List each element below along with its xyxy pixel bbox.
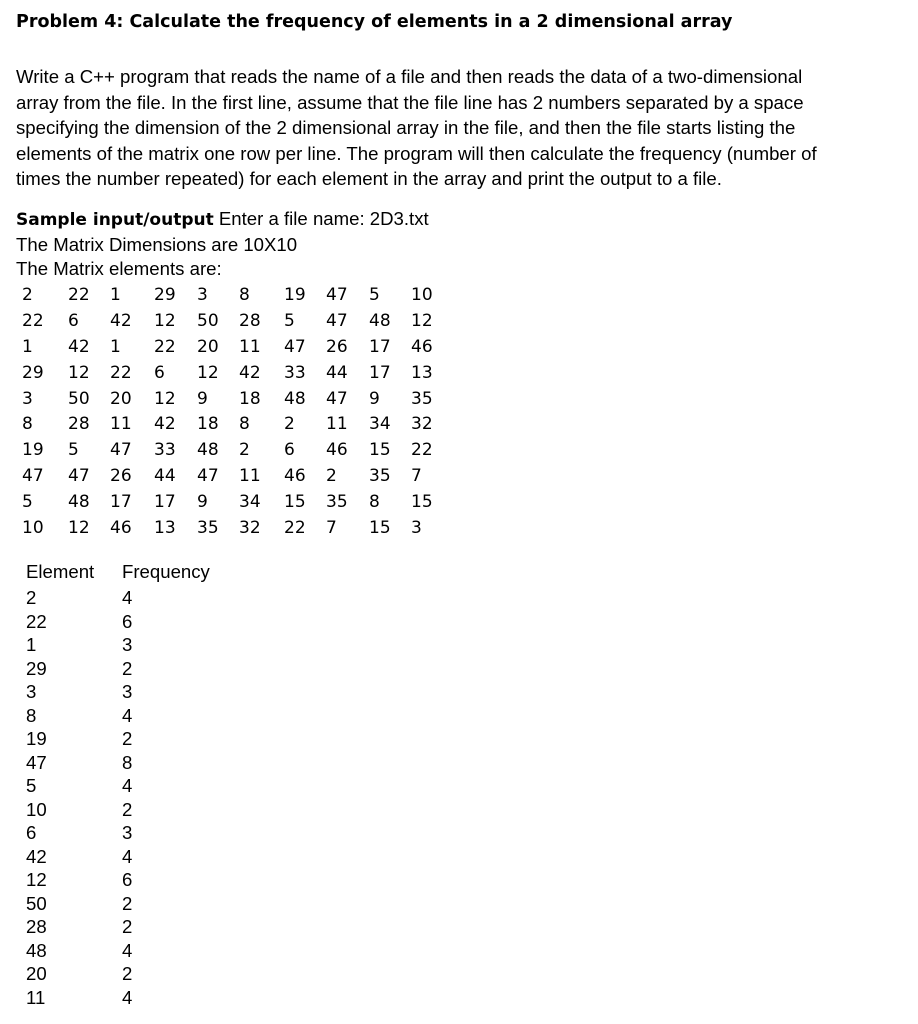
frequency-row: [26, 657, 226, 681]
sample-first-line: [16, 207, 429, 233]
matrix-row: [22, 283, 452, 309]
matrix-cell: 7: [326, 518, 337, 539]
matrix-cell: 2: [284, 414, 295, 435]
matrix-cell: 26: [326, 336, 348, 357]
matrix-cell: 2: [326, 466, 337, 487]
element-value: 11: [26, 986, 46, 1008]
matrix-cell: 17: [369, 336, 391, 357]
matrix-cell: 12: [68, 362, 90, 383]
matrix-cell: 6: [154, 362, 165, 383]
matrix-cell: 48: [197, 440, 219, 461]
frequency-row: [26, 962, 226, 986]
matrix-cell: 47: [284, 336, 306, 357]
matrix-cell: 18: [239, 388, 261, 409]
frequency-table: [26, 586, 226, 1009]
frequency-value: 4: [122, 939, 133, 961]
matrix-cell: 50: [197, 310, 219, 331]
matrix-cell: 42: [154, 414, 176, 435]
matrix-cell: 5: [22, 492, 33, 513]
matrix-cell: 5: [369, 285, 380, 305]
matrix-cell: 9: [197, 492, 208, 513]
matrix-cell: 9: [197, 388, 208, 409]
matrix-cell: 32: [239, 518, 261, 539]
element-value: 29: [26, 657, 47, 679]
frequency-row: [26, 610, 226, 634]
sample-prompt: Enter a file name: 2D3.txt: [218, 208, 429, 229]
matrix-cell: 47: [197, 466, 219, 487]
matrix-cell: 20: [197, 336, 219, 357]
matrix-cell: 12: [154, 388, 176, 409]
element-value: 10: [26, 798, 47, 820]
dimensions-line: The Matrix Dimensions are 10X10: [16, 233, 298, 255]
matrix-cell: 22: [110, 362, 132, 383]
matrix-cell: 42: [68, 336, 90, 357]
element-value: 2: [26, 587, 37, 608]
matrix-cell: 48: [284, 388, 306, 409]
matrix-cell: 15: [369, 518, 391, 539]
matrix-cell: 19: [284, 285, 306, 305]
matrix-cell: 35: [369, 466, 391, 487]
matrix-cell: 15: [369, 440, 391, 461]
frequency-row: [26, 751, 226, 775]
element-value: 19: [26, 728, 47, 749]
matrix-cell: 8: [369, 492, 380, 513]
matrix-cell: 9: [369, 388, 380, 409]
description-line: specifying the dimension of the 2 dimensional array in the file, and then the file starts listing the: [16, 117, 796, 138]
matrix-cell: 35: [326, 492, 348, 513]
matrix-cell: 35: [411, 388, 433, 409]
matrix-cell: 22: [411, 440, 433, 461]
matrix-cell: 19: [22, 440, 44, 461]
frequency-row: [26, 586, 226, 610]
matrix-cell: 12: [154, 310, 176, 331]
element-value: 5: [26, 775, 37, 796]
matrix-cell: 44: [326, 362, 348, 383]
matrix-grid: [22, 283, 452, 542]
frequency-value: 2: [122, 728, 133, 749]
problem-title: Problem 4: Calculate the frequency of elements in a 2 dimensional array: [16, 12, 733, 32]
matrix-cell: 47: [326, 310, 348, 331]
matrix-row: [22, 387, 452, 413]
description-line: times the number repeated) for each element in the array and print the output to a file.: [16, 168, 722, 189]
matrix-cell: 15: [284, 492, 306, 513]
frequency-row: [26, 633, 226, 657]
frequency-value: 2: [122, 963, 133, 984]
frequency-value: 2: [122, 892, 133, 914]
element-value: 42: [26, 845, 47, 867]
matrix-cell: 3: [197, 285, 208, 305]
matrix-cell: 3: [411, 518, 422, 539]
matrix-row: [22, 361, 452, 387]
matrix-cell: 26: [110, 466, 132, 487]
matrix-cell: 12: [197, 362, 219, 383]
element-value: 1: [26, 634, 37, 655]
element-value: 6: [26, 822, 37, 843]
problem-description: [16, 64, 896, 192]
frequency-value: 4: [122, 704, 133, 726]
matrix-cell: 7: [411, 466, 422, 487]
frequency-value: 3: [122, 634, 133, 655]
matrix-cell: 8: [239, 285, 250, 305]
matrix-cell: 2: [239, 440, 250, 461]
element-column-header: Element: [26, 561, 95, 582]
frequency-value: 6: [122, 869, 133, 890]
matrix-cell: 6: [68, 310, 79, 331]
matrix-cell: 6: [284, 440, 295, 461]
matrix-cell: 47: [326, 388, 348, 409]
matrix-cell: 32: [411, 414, 433, 435]
element-value: 28: [26, 916, 47, 937]
frequency-value: 2: [122, 916, 133, 937]
matrix-cell: 10: [22, 518, 44, 539]
frequency-row: [26, 892, 226, 916]
element-value: 22: [26, 610, 47, 632]
matrix-cell: 12: [68, 518, 90, 539]
matrix-cell: 17: [369, 362, 391, 383]
matrix-cell: 8: [239, 414, 250, 435]
frequency-row: [26, 798, 226, 822]
frequency-header: [26, 561, 210, 583]
matrix-cell: 28: [239, 310, 261, 331]
matrix-cell: 50: [68, 388, 90, 409]
matrix-cell: 20: [110, 388, 132, 409]
element-value: 50: [26, 892, 47, 914]
matrix-cell: 48: [369, 310, 391, 331]
matrix-cell: 1: [22, 336, 33, 357]
frequency-row: [26, 774, 226, 798]
matrix-cell: 8: [22, 414, 33, 435]
element-value: 8: [26, 704, 37, 726]
matrix-cell: 42: [239, 362, 261, 383]
matrix-row: [22, 309, 452, 335]
elements-line: The Matrix elements are:: [16, 258, 222, 279]
frequency-row: [26, 986, 226, 1010]
matrix-cell: 47: [68, 466, 90, 487]
element-value: 48: [26, 939, 47, 961]
frequency-value: 4: [122, 845, 133, 867]
matrix-row: [22, 412, 452, 438]
frequency-row: [26, 845, 226, 869]
matrix-cell: 46: [326, 440, 348, 461]
matrix-row: [22, 516, 452, 542]
frequency-row: [26, 704, 226, 728]
matrix-cell: 22: [154, 336, 176, 357]
matrix-cell: 48: [68, 492, 90, 513]
frequency-value: 8: [122, 751, 133, 773]
matrix-cell: 11: [326, 414, 348, 435]
matrix-cell: 47: [22, 466, 44, 487]
matrix-cell: 3: [22, 388, 33, 409]
matrix-cell: 11: [239, 466, 261, 487]
frequency-row: [26, 821, 226, 845]
matrix-cell: 10: [411, 285, 433, 305]
matrix-cell: 29: [154, 285, 176, 305]
matrix-row: [22, 335, 452, 361]
matrix-cell: 33: [154, 440, 176, 461]
frequency-value: 4: [122, 986, 133, 1008]
matrix-cell: 46: [110, 518, 132, 539]
element-value: 20: [26, 963, 47, 984]
frequency-row: [26, 939, 226, 963]
matrix-cell: 15: [411, 492, 433, 513]
matrix-cell: 35: [197, 518, 219, 539]
description-line: array from the file. In the first line, assume that the file line has 2 numbers separated by a space: [16, 91, 804, 113]
description-line: Write a C++ program that reads the name of a file and then reads the data of a two-dimensional: [16, 66, 803, 87]
matrix-cell: 29: [22, 362, 44, 383]
frequency-column-header: Frequency: [122, 561, 210, 582]
frequency-row: [26, 915, 226, 939]
frequency-value: 6: [122, 610, 133, 632]
frequency-row: [26, 680, 226, 704]
matrix-cell: 11: [110, 414, 132, 435]
matrix-cell: 34: [369, 414, 391, 435]
frequency-value: 4: [122, 775, 133, 796]
sample-label: Sample input/output: [16, 210, 214, 230]
frequency-row: [26, 727, 226, 751]
matrix-cell: 17: [110, 492, 132, 513]
frequency-row: [26, 868, 226, 892]
matrix-row: [22, 490, 452, 516]
matrix-cell: 22: [68, 285, 90, 305]
matrix-cell: 34: [239, 492, 261, 513]
matrix-cell: 22: [22, 310, 44, 331]
matrix-cell: 17: [154, 492, 176, 513]
matrix-cell: 5: [284, 310, 295, 331]
matrix-cell: 18: [197, 414, 219, 435]
matrix-cell: 22: [284, 518, 306, 539]
matrix-cell: 47: [110, 440, 132, 461]
frequency-value: 3: [122, 681, 133, 702]
matrix-cell: 33: [284, 362, 306, 383]
matrix-cell: 12: [411, 310, 433, 331]
element-value: 47: [26, 751, 47, 773]
matrix-cell: 46: [411, 336, 433, 357]
frequency-value: 2: [122, 657, 133, 679]
matrix-cell: 1: [110, 336, 121, 357]
matrix-cell: 46: [284, 466, 306, 487]
matrix-cell: 11: [239, 336, 261, 357]
frequency-value: 3: [122, 822, 133, 843]
matrix-cell: 5: [68, 440, 79, 461]
matrix-row: [22, 464, 452, 490]
element-value: 3: [26, 681, 37, 702]
matrix-cell: 1: [110, 285, 121, 305]
matrix-cell: 28: [68, 414, 90, 435]
matrix-cell: 13: [154, 518, 176, 539]
matrix-cell: 2: [22, 285, 33, 305]
matrix-cell: 44: [154, 466, 176, 487]
matrix-cell: 13: [411, 362, 433, 383]
matrix-cell: 47: [326, 285, 348, 305]
matrix-cell: 42: [110, 310, 132, 331]
sample-io: [16, 207, 429, 282]
matrix-row: [22, 438, 452, 464]
frequency-value: 2: [122, 798, 133, 820]
element-value: 12: [26, 869, 47, 890]
description-line: elements of the matrix one row per line. The program will then calculate the frequency (number of: [16, 142, 817, 164]
frequency-value: 4: [122, 587, 133, 608]
